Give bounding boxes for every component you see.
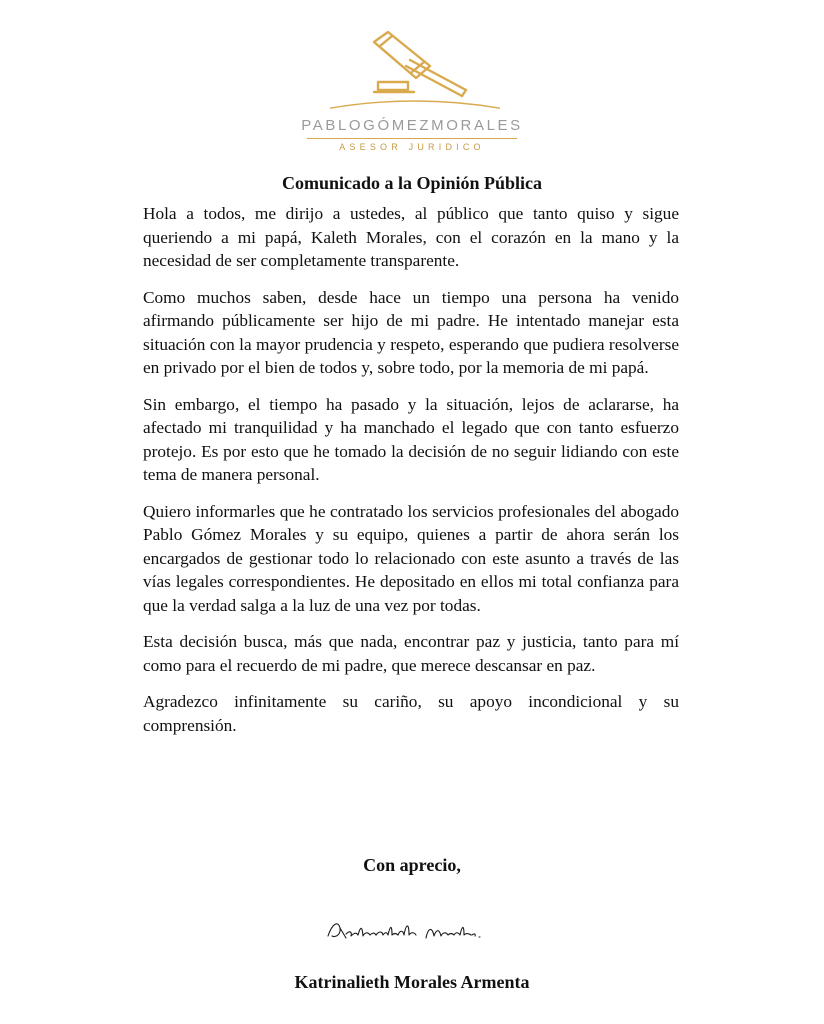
paragraph: Quiero informarles que he contratado los servicios profesionales del abogado Pablo Gómez Morales y su equipo, quienes a partir de ahora serán los encargados de gestionar todo lo relacionado con este asunto a través de las vías legales correspondientes. He depositado en ellos mi total confianza para que la verdad salga a la luz de una vez por todas.: [143, 501, 679, 615]
letterhead-divider: [307, 138, 517, 139]
paragraph: Hola a todos, me dirijo a ustedes, al público que tanto quiso y sigue queriendo a mi papá, Kaleth Morales, con el corazón en la mano y la necesidad de ser completamente transparente.: [143, 204, 679, 270]
signature: [288, 906, 536, 954]
letterhead-logo: [0, 22, 824, 162]
gavel-icon: [330, 22, 500, 114]
letterhead-subtitle: ASESOR JURIDICO: [339, 142, 485, 152]
handwritten-signature-icon: [288, 906, 536, 954]
paragraph: Como muchos saben, desde hace un tiempo una persona ha venido afirmando públicamente ser hijo de mi padre. He intentado manejar esta situación con la mayor prudencia y respeto, esperando que pudiera resolverse en privado por el bien de todos y, sobre todo, por la memoria de mi papá.: [143, 287, 679, 377]
paragraph: Agradezco infinitamente su cariño, su apoyo incondicional y su comprensión.: [143, 692, 679, 735]
signer-name: Katrinalieth Morales Armenta: [294, 972, 530, 992]
document-title: Comunicado a la Opinión Pública: [281, 173, 543, 193]
closing-salutation: Con aprecio,: [363, 855, 461, 875]
letterhead-name: PABLOGÓMEZMORALES: [301, 117, 523, 134]
paragraph: Sin embargo, el tiempo ha pasado y la situación, lejos de aclararse, ha afectado mi tranquilidad y ha manchado el legado que con tanto esfuerzo protejo. Es por esto que he tomado la decisión de no seguir lidiando con este tema de manera personal.: [143, 394, 679, 484]
paragraph: Esta decisión busca, más que nada, encontrar paz y justicia, tanto para mí como para el recuerdo de mi padre, que merece descansar en paz.: [143, 632, 679, 675]
letter-body: [143, 202, 679, 750]
